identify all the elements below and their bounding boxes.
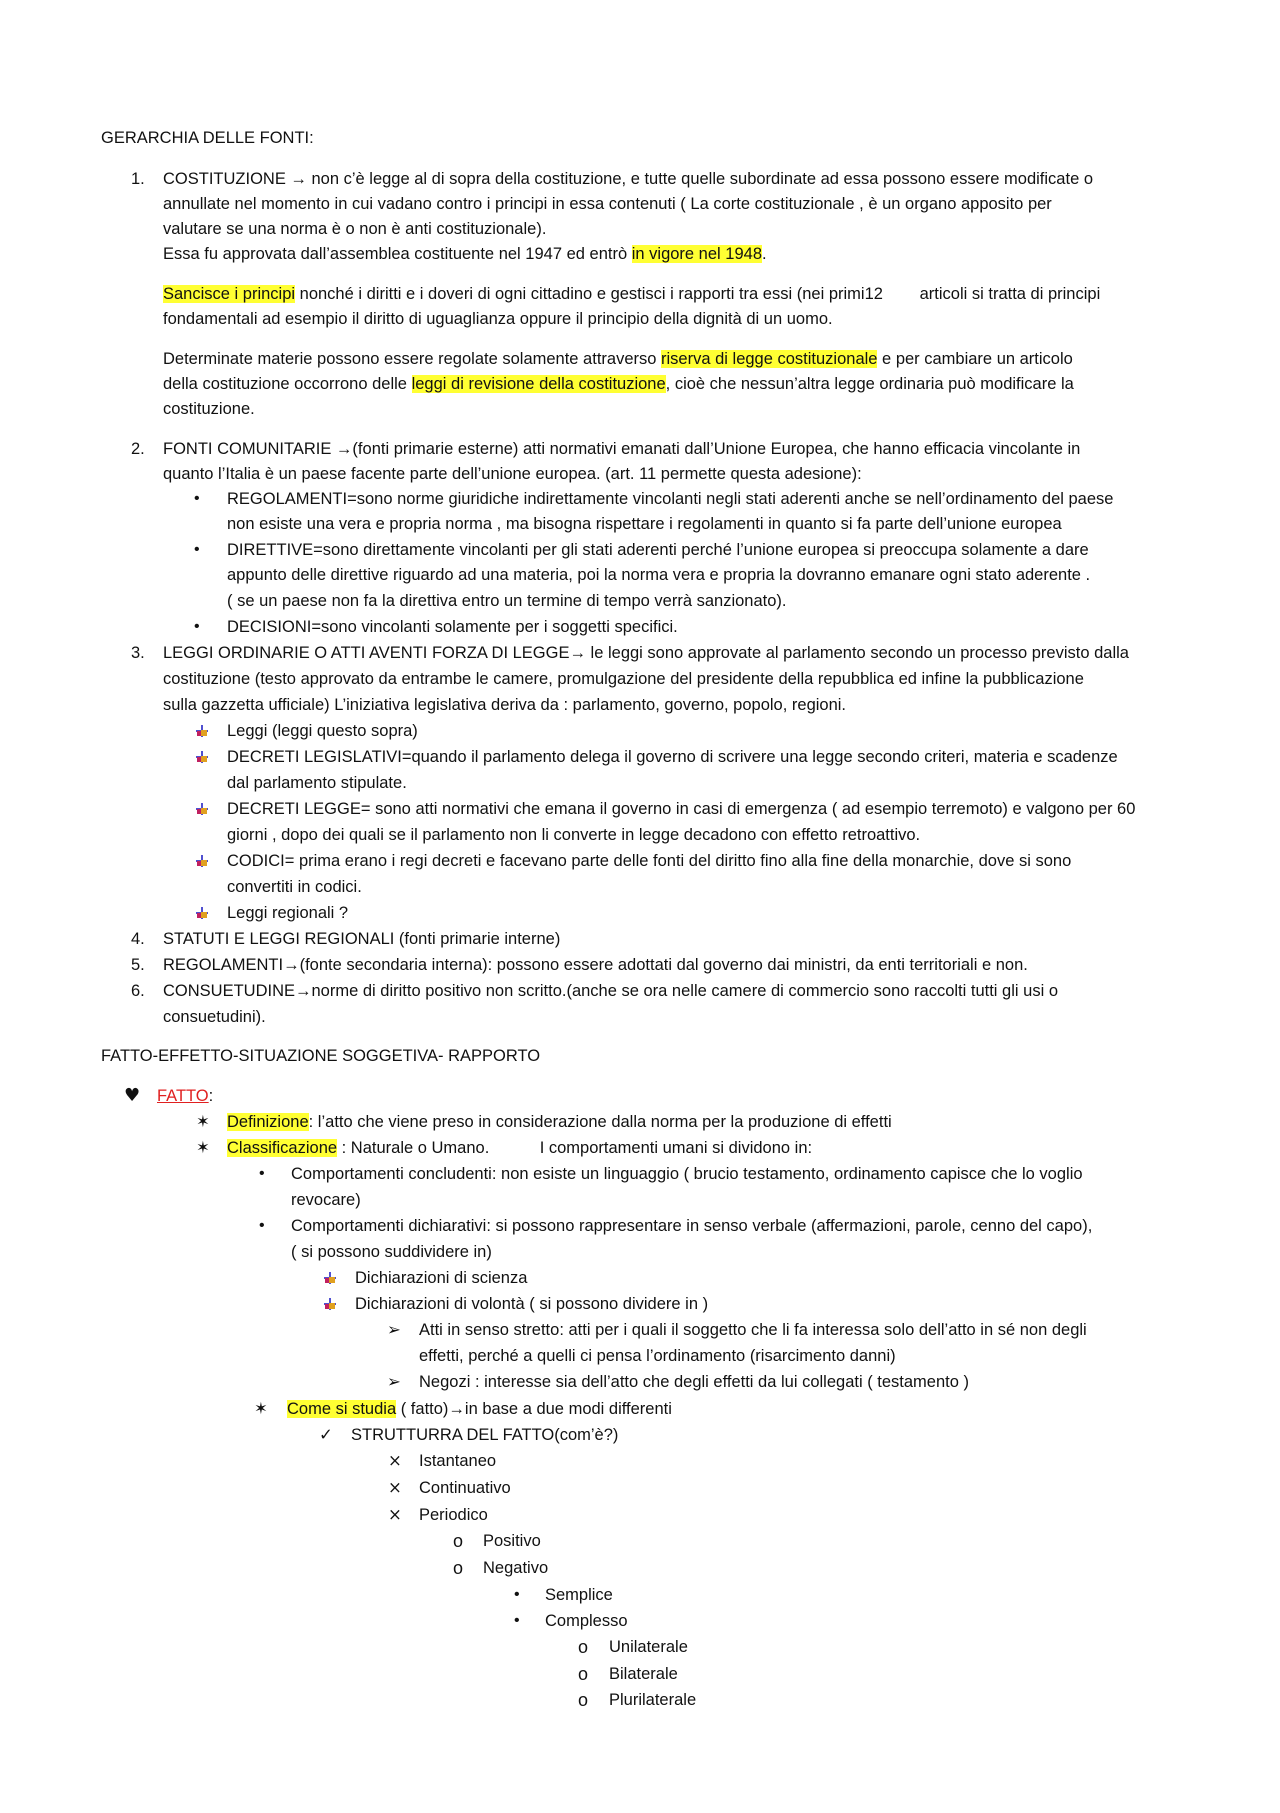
circle-bullet-icon: o: [578, 1690, 589, 1710]
bullet-dot-icon: •: [514, 1612, 520, 1629]
square-bullet-icon: [195, 900, 209, 926]
square-bullet-icon: [195, 718, 209, 744]
asterisk-icon: ✶: [196, 1138, 210, 1157]
asterisk-icon: ✶: [196, 1112, 210, 1131]
comportamenti-concludenti-line2: revocare): [291, 1191, 361, 1209]
item4-text: STATUTI E LEGGI REGIONALI (fonti primarie interne): [163, 930, 561, 948]
asterisk-icon: ✶: [254, 1399, 268, 1418]
continuativo: Continuativo: [419, 1479, 511, 1497]
item3-line2: costituzione (testo approvato da entrambe le camere, promulgazione del presidente della repubblica ed infine la pubblicazione: [163, 670, 1084, 688]
item3-sub2-line1: DECRETI LEGISLATIVI=quando il parlamento delega il governo di scrivere una legge secondo criteri, materia e scadenze: [227, 748, 1118, 766]
comportamenti-dichiarativi-line1: Comportamenti dichiarativi: si possono rappresentare in senso verbale (affermazioni, parole, cenno del capo),: [291, 1217, 1093, 1235]
circle-bullet-icon: o: [578, 1637, 589, 1657]
item2-bullet1-line2: non esiste una vera e propria norma , ma bisogna rispettare i regolamenti in quanto si fa parte dell’unione europea: [227, 515, 1062, 533]
heading-gerarchia: GERARCHIA DELLE FONTI:: [101, 129, 314, 147]
bullet-dot-icon: •: [194, 541, 200, 558]
circle-bullet-icon: o: [453, 1558, 464, 1578]
item1-para2-line2: fondamentali ad esempio il diritto di uguaglianza oppure il principio della dignità di un uomo.: [163, 310, 833, 328]
item3-sub5: Leggi regionali ?: [227, 904, 349, 922]
item2-line1: FONTI COMUNITARIE →(fonti primarie esterne) atti normativi emanati dall’Unione Europea, che hanno efficacia vincolante in: [163, 440, 1081, 458]
bullet-dot-icon: •: [259, 1165, 265, 1182]
struttura-fatto: STRUTTURRA DEL FATTO(com’è?): [351, 1426, 619, 1444]
item1-line4: Essa fu approvata dall’assemblea costituente nel 1947 ed entrò in vigore nel 1948.: [163, 245, 767, 263]
bullet-dot-icon: •: [194, 618, 200, 635]
highlight: Classificazione: [227, 1139, 338, 1157]
item2-bullet2-line2: appunto delle direttive riguardo ad una materia, poi la norma vera e propria la dovranno emanare ogni stato aderente .: [227, 566, 1091, 584]
dichiarazioni-volonta: Dichiarazioni di volontà ( si possono dividere in ): [355, 1295, 709, 1313]
cross-icon: ×: [388, 1478, 402, 1497]
item1-para3-line1: Determinate materie possono essere regolate solamente attraverso riserva di legge costituzionale e per cambiare un articolo: [163, 350, 1073, 368]
item2-bullet2-line1: DIRETTIVE=sono direttamente vincolanti per gli stati aderenti perché l’unione europea si preoccupa solamente a dare: [227, 541, 1089, 559]
square-bullet-icon: [195, 744, 209, 770]
semplice: Semplice: [545, 1586, 613, 1604]
arrowhead-icon: ➢: [387, 1320, 401, 1339]
negozi: Negozi : interesse sia dell’atto che degli effetti da lui collegati ( testamento ): [419, 1373, 969, 1391]
bullet-dot-icon: •: [514, 1586, 520, 1603]
item1-para2-line1: Sancisce i principi nonché i diritti e i doveri di ogni cittadino e gestisci i rapporti tra essi (nei primi12 articoli si tratta di principi: [163, 285, 1101, 303]
positivo: Positivo: [483, 1532, 541, 1550]
highlight: Come si studia: [287, 1400, 397, 1418]
highlight: leggi di revisione della costituzione: [411, 375, 666, 393]
fatto-classificazione: Classificazione : Naturale o Umano. I comportamenti umani si dividono in:: [227, 1139, 813, 1157]
item3-line3: sulla gazzetta ufficiale) L’iniziativa legislativa deriva da : parlamento, governo, popolo, regioni.: [163, 696, 847, 714]
list-number: 3.: [131, 644, 145, 662]
unilaterale: Unilaterale: [609, 1638, 688, 1656]
bullet-dot-icon: •: [259, 1217, 265, 1234]
item1-line1: COSTITUZIONE → non c’è legge al di sopra della costituzione, e tutte quelle subordinate ad essa possono essere modificate o: [163, 170, 1094, 188]
bullet-dot-icon: •: [194, 490, 200, 507]
come-si-studia: Come si studia ( fatto)→in base a due modi differenti: [287, 1400, 672, 1418]
comportamenti-dichiarativi-line2: ( si possono suddividere in): [291, 1243, 492, 1261]
highlight: Definizione: [227, 1113, 309, 1131]
item6-line1: CONSUETUDINE→norme di diritto positivo non scritto.(anche se ora nelle camere di commercio sono raccolti tutti gli usi o: [163, 982, 1059, 1000]
cross-icon: ×: [388, 1451, 402, 1470]
highlight: riserva di legge costituzionale: [661, 350, 878, 368]
heading-fatto-effetto: FATTO-EFFETTO-SITUAZIONE SOGGETIVA- RAPPORTO: [101, 1047, 541, 1065]
item6-line2: consuetudini).: [163, 1008, 266, 1026]
atti-senso-stretto-line2: effetti, perché a quelli ci pensa l’ordinamento (risarcimento danni): [419, 1347, 896, 1365]
item2-line2: quanto l’Italia è un paese facente parte dell’unione europea. (art. 11 permette questa adesione):: [163, 465, 862, 483]
item3-sub2-line2: dal parlamento stipulate.: [227, 774, 407, 792]
item1-line2: annullate nel momento in cui vadano contro i principi in essa contenuti ( La corte costituzionale , è un organo apposito per: [163, 195, 1052, 213]
istantaneo: Istantaneo: [419, 1452, 497, 1470]
square-bullet-icon: [195, 796, 209, 822]
item3-sub4-line1: CODICI= prima erano i regi decreti e facevano parte delle fonti del diritto fino alla fine della monarchie, dove si sono: [227, 852, 1072, 870]
dichiarazioni-scienza: Dichiarazioni di scienza: [355, 1269, 528, 1287]
square-bullet-icon: [323, 1291, 337, 1317]
complesso: Complesso: [545, 1612, 628, 1630]
comportamenti-concludenti-line1: Comportamenti concludenti: non esiste un linguaggio ( brucio testamento, ordinamento capisce che lo voglio: [291, 1165, 1083, 1183]
check-icon: ✓: [319, 1425, 333, 1444]
negativo: Negativo: [483, 1559, 549, 1577]
item2-bullet3: DECISIONI=sono vincolanti solamente per i soggetti specifici.: [227, 618, 678, 636]
arrowhead-icon: ➢: [387, 1372, 401, 1391]
item1-para3-line2: della costituzione occorrono delle leggi di revisione della costituzione, cioè che nessun’altra legge ordinaria può modificare la: [163, 375, 1074, 393]
item3-sub1: Leggi (leggi questo sopra): [227, 722, 418, 740]
list-number: 4.: [131, 930, 145, 948]
item2-bullet2-line3: ( se un paese non fa la direttiva entro un termine di tempo verrà sanzionato).: [227, 592, 787, 610]
cross-icon: ×: [388, 1505, 402, 1524]
circle-bullet-icon: o: [578, 1664, 589, 1684]
list-number: 6.: [131, 982, 145, 1000]
heart-icon: ♥: [124, 1085, 141, 1106]
item1-line3: valutare se una norma è o non è anti costituzionale).: [163, 220, 547, 238]
item3-line1: LEGGI ORDINARIE O ATTI AVENTI FORZA DI LEGGE→ le leggi sono approvate al parlamento secondo un processo previsto dalla: [163, 644, 1129, 662]
item3-sub3-line2: giorni , dopo dei quali se il parlamento non li converte in legge decadono con effetto retroattivo.: [227, 826, 921, 844]
fatto-definizione: Definizione: l’atto che viene preso in considerazione dalla norma per la produzione di effetti: [227, 1113, 892, 1131]
item1-para3-line3: costituzione.: [163, 400, 255, 418]
periodico: Periodico: [419, 1506, 488, 1524]
item3-sub4-line2: convertiti in codici.: [227, 878, 362, 896]
highlight: Sancisce i principi: [163, 285, 296, 303]
item2-bullet1-line1: REGOLAMENTI=sono norme giuridiche indirettamente vincolanti negli stati aderenti anche se nell’ordinamento del paese: [227, 490, 1114, 508]
list-number: 2.: [131, 440, 145, 458]
plurilaterale: Plurilaterale: [609, 1691, 697, 1709]
square-bullet-icon: [323, 1265, 337, 1291]
atti-senso-stretto-line1: Atti in senso stretto: atti per i quali il soggetto che li fa interessa solo dell’atto in sé non degli: [419, 1321, 1087, 1339]
item3-sub3-line1: DECRETI LEGGE= sono atti normativi che emana il governo in casi di emergenza ( ad esempio terremoto) e valgono per 60: [227, 800, 1136, 818]
highlight: in vigore nel 1948: [631, 245, 762, 263]
square-bullet-icon: [195, 848, 209, 874]
item5-text: REGOLAMENTI→(fonte secondaria interna): possono essere adottati dal governo dai ministri, da enti territoriali e non.: [163, 956, 1028, 974]
list-number: 5.: [131, 956, 145, 974]
bilaterale: Bilaterale: [609, 1665, 678, 1683]
fatto-title: FATTO:: [157, 1087, 214, 1105]
circle-bullet-icon: o: [453, 1531, 464, 1551]
list-number: 1.: [131, 170, 145, 188]
